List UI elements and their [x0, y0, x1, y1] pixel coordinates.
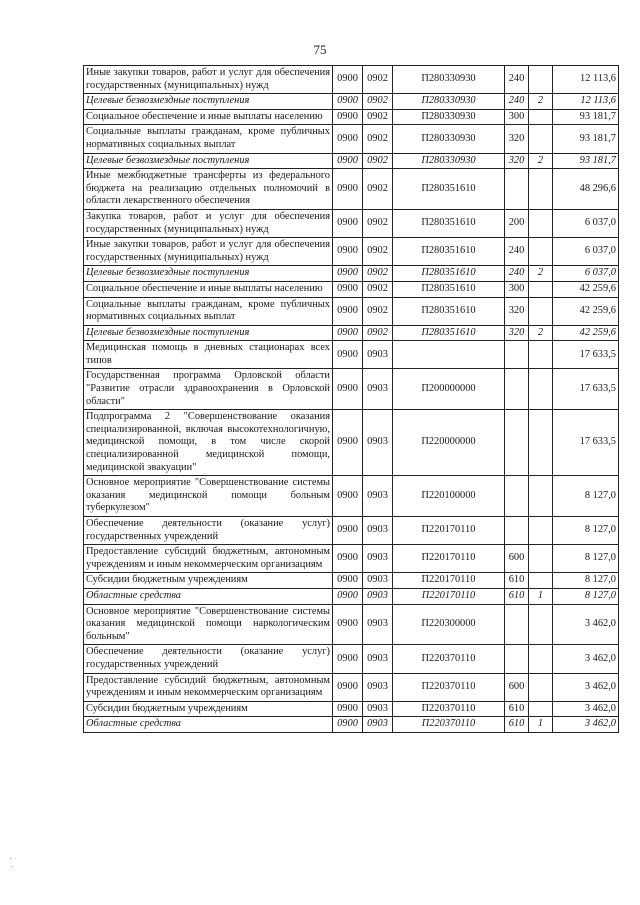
- table-row: [84, 476, 619, 517]
- row-vr-code-cell: [505, 604, 529, 645]
- row-cs-code-cell: П280330930: [393, 94, 505, 110]
- row-vr-code-cell: 320: [505, 153, 529, 169]
- row-gr-code-cell: 0900: [333, 369, 363, 410]
- row-vr-code-cell: 240: [505, 66, 529, 94]
- row-amount-cell: 8 127,0: [553, 545, 619, 573]
- scan-speck: [10, 858, 11, 859]
- row-cs-code-cell: П220000000: [393, 410, 505, 476]
- row-source-code-cell: 2: [529, 325, 553, 341]
- row-pr-code-cell: 0902: [363, 109, 393, 125]
- table-row: [84, 604, 619, 645]
- row-cs-code-cell: П280351610: [393, 281, 505, 297]
- row-vr-code-cell: 600: [505, 673, 529, 701]
- table-row: [84, 588, 619, 604]
- page-number: 75: [313, 42, 327, 57]
- row-cs-code-cell: П280351610: [393, 209, 505, 237]
- row-gr-code-cell: 0900: [333, 573, 363, 589]
- row-name-cell: Социальное обеспечение и иные выплаты населению: [84, 109, 333, 125]
- row-name-cell: Целевые безвозмездные поступления: [84, 94, 333, 110]
- row-cs-code-cell: П220370110: [393, 673, 505, 701]
- row-pr-code-cell: 0902: [363, 297, 393, 325]
- row-source-code-cell: [529, 673, 553, 701]
- table-row: [84, 645, 619, 673]
- row-name-cell: Предоставление субсидий бюджетным, автономным учреждениям и иным некоммерческим организациям: [84, 545, 333, 573]
- row-vr-code-cell: 300: [505, 281, 529, 297]
- row-vr-code-cell: 320: [505, 297, 529, 325]
- row-pr-code-cell: 0902: [363, 169, 393, 210]
- row-cs-code-cell: П280351610: [393, 266, 505, 282]
- row-cs-code-cell: П280351610: [393, 325, 505, 341]
- row-amount-cell: 12 113,6: [553, 66, 619, 94]
- row-name-cell: Целевые безвозмездные поступления: [84, 266, 333, 282]
- row-source-code-cell: 1: [529, 717, 553, 733]
- row-amount-cell: 8 127,0: [553, 588, 619, 604]
- row-name-cell: Социальные выплаты гражданам, кроме публичных нормативных социальных выплат: [84, 125, 333, 153]
- row-pr-code-cell: 0903: [363, 545, 393, 573]
- row-cs-code-cell: П220170110: [393, 517, 505, 545]
- row-name-cell: Иные межбюджетные трансферты из федерального бюджета на реализацию отдельных полномочий в области лекарственного обеспечения: [84, 169, 333, 210]
- table-row: [84, 369, 619, 410]
- row-source-code-cell: [529, 701, 553, 717]
- row-name-cell: Основное мероприятие "Совершенствование системы оказания медицинской помощи больным туберкулезом": [84, 476, 333, 517]
- table-row: [84, 281, 619, 297]
- budget-table-body: [84, 66, 619, 733]
- row-pr-code-cell: 0903: [363, 517, 393, 545]
- row-pr-code-cell: 0903: [363, 604, 393, 645]
- table-row: [84, 238, 619, 266]
- row-vr-code-cell: [505, 410, 529, 476]
- row-cs-code-cell: П200000000: [393, 369, 505, 410]
- table-row: [84, 701, 619, 717]
- row-vr-code-cell: [505, 369, 529, 410]
- row-amount-cell: 93 181,7: [553, 109, 619, 125]
- row-amount-cell: 17 633,5: [553, 369, 619, 410]
- row-source-code-cell: [529, 66, 553, 94]
- row-cs-code-cell: П280351610: [393, 297, 505, 325]
- row-pr-code-cell: 0903: [363, 476, 393, 517]
- row-name-cell: Социальные выплаты гражданам, кроме публичных нормативных социальных выплат: [84, 297, 333, 325]
- row-source-code-cell: 2: [529, 153, 553, 169]
- row-cs-code-cell: П280330930: [393, 66, 505, 94]
- row-gr-code-cell: 0900: [333, 545, 363, 573]
- row-pr-code-cell: 0902: [363, 153, 393, 169]
- row-cs-code-cell: П280330930: [393, 153, 505, 169]
- row-amount-cell: 8 127,0: [553, 476, 619, 517]
- row-gr-code-cell: 0900: [333, 297, 363, 325]
- row-gr-code-cell: 0900: [333, 588, 363, 604]
- row-gr-code-cell: 0900: [333, 169, 363, 210]
- table-row: [84, 517, 619, 545]
- row-gr-code-cell: 0900: [333, 109, 363, 125]
- row-amount-cell: 6 037,0: [553, 266, 619, 282]
- row-vr-code-cell: [505, 476, 529, 517]
- row-pr-code-cell: 0902: [363, 125, 393, 153]
- row-name-cell: Подпрограмма 2 "Совершенствование оказания специализированной, включая высокотехнологичную, медицинской помощи, в том числе скорой специализированной медицинской помощи, медицинской эвакуации": [84, 410, 333, 476]
- row-vr-code-cell: 240: [505, 238, 529, 266]
- row-gr-code-cell: 0900: [333, 673, 363, 701]
- row-vr-code-cell: 300: [505, 109, 529, 125]
- row-source-code-cell: [529, 297, 553, 325]
- row-pr-code-cell: 0903: [363, 341, 393, 369]
- row-pr-code-cell: 0903: [363, 701, 393, 717]
- row-amount-cell: 6 037,0: [553, 238, 619, 266]
- row-source-code-cell: [529, 604, 553, 645]
- row-amount-cell: 17 633,5: [553, 341, 619, 369]
- row-gr-code-cell: 0900: [333, 341, 363, 369]
- row-gr-code-cell: 0900: [333, 517, 363, 545]
- row-cs-code-cell: П220370110: [393, 645, 505, 673]
- row-source-code-cell: [529, 341, 553, 369]
- row-name-cell: Государственная программа Орловской области "Развитие отрасли здравоохранения в Орловской области": [84, 369, 333, 410]
- row-amount-cell: 3 462,0: [553, 645, 619, 673]
- row-amount-cell: 42 259,6: [553, 281, 619, 297]
- row-pr-code-cell: 0902: [363, 325, 393, 341]
- row-source-code-cell: [529, 645, 553, 673]
- table-row: [84, 341, 619, 369]
- row-vr-code-cell: [505, 341, 529, 369]
- row-gr-code-cell: 0900: [333, 125, 363, 153]
- row-gr-code-cell: 0900: [333, 153, 363, 169]
- row-gr-code-cell: 0900: [333, 238, 363, 266]
- row-amount-cell: 3 462,0: [553, 701, 619, 717]
- row-name-cell: Иные закупки товаров, работ и услуг для обеспечения государственных (муниципальных) нужд: [84, 238, 333, 266]
- row-cs-code-cell: П220370110: [393, 717, 505, 733]
- row-pr-code-cell: 0903: [363, 717, 393, 733]
- row-pr-code-cell: 0902: [363, 281, 393, 297]
- row-vr-code-cell: 600: [505, 545, 529, 573]
- row-pr-code-cell: 0902: [363, 209, 393, 237]
- row-source-code-cell: 1: [529, 588, 553, 604]
- row-cs-code-cell: П220370110: [393, 701, 505, 717]
- row-amount-cell: 8 127,0: [553, 517, 619, 545]
- row-name-cell: Иные закупки товаров, работ и услуг для обеспечения государственных (муниципальных) нужд: [84, 66, 333, 94]
- row-pr-code-cell: 0902: [363, 94, 393, 110]
- row-gr-code-cell: 0900: [333, 476, 363, 517]
- row-vr-code-cell: 610: [505, 701, 529, 717]
- table-row: [84, 125, 619, 153]
- row-gr-code-cell: 0900: [333, 645, 363, 673]
- table-row: [84, 325, 619, 341]
- row-source-code-cell: [529, 573, 553, 589]
- table-row: [84, 297, 619, 325]
- row-pr-code-cell: 0902: [363, 66, 393, 94]
- table-row: [84, 673, 619, 701]
- row-pr-code-cell: 0902: [363, 266, 393, 282]
- row-cs-code-cell: П280330930: [393, 109, 505, 125]
- row-source-code-cell: [529, 238, 553, 266]
- row-name-cell: Областные средства: [84, 588, 333, 604]
- row-vr-code-cell: [505, 645, 529, 673]
- row-name-cell: Предоставление субсидий бюджетным, автономным учреждениям и иным некоммерческим организациям: [84, 673, 333, 701]
- table-row: [84, 169, 619, 210]
- row-source-code-cell: [529, 109, 553, 125]
- row-cs-code-cell: П220170110: [393, 588, 505, 604]
- row-gr-code-cell: 0900: [333, 209, 363, 237]
- row-name-cell: Субсидии бюджетным учреждениям: [84, 701, 333, 717]
- row-amount-cell: 48 296,6: [553, 169, 619, 210]
- row-amount-cell: 6 037,0: [553, 209, 619, 237]
- row-pr-code-cell: 0903: [363, 588, 393, 604]
- row-source-code-cell: [529, 410, 553, 476]
- row-name-cell: Закупка товаров, работ и услуг для обеспечения государственных (муниципальных) нужд: [84, 209, 333, 237]
- row-amount-cell: 8 127,0: [553, 573, 619, 589]
- row-pr-code-cell: 0903: [363, 369, 393, 410]
- row-gr-code-cell: 0900: [333, 701, 363, 717]
- row-name-cell: Обеспечение деятельности (оказание услуг) государственных учреждений: [84, 517, 333, 545]
- row-name-cell: Медицинская помощь в дневных стационарах всех типов: [84, 341, 333, 369]
- row-name-cell: Основное мероприятие "Совершенствование системы оказания медицинской помощи наркологическим больным": [84, 604, 333, 645]
- row-vr-code-cell: 240: [505, 94, 529, 110]
- row-source-code-cell: [529, 369, 553, 410]
- row-pr-code-cell: 0902: [363, 238, 393, 266]
- row-amount-cell: 17 633,5: [553, 410, 619, 476]
- row-gr-code-cell: 0900: [333, 410, 363, 476]
- row-vr-code-cell: [505, 517, 529, 545]
- row-source-code-cell: [529, 545, 553, 573]
- row-gr-code-cell: 0900: [333, 325, 363, 341]
- table-row: [84, 209, 619, 237]
- row-cs-code-cell: П280351610: [393, 238, 505, 266]
- row-amount-cell: 3 462,0: [553, 673, 619, 701]
- row-pr-code-cell: 0903: [363, 645, 393, 673]
- scan-speck: [11, 866, 12, 867]
- row-source-code-cell: [529, 209, 553, 237]
- row-amount-cell: 93 181,7: [553, 153, 619, 169]
- row-vr-code-cell: 610: [505, 588, 529, 604]
- row-name-cell: Субсидии бюджетным учреждениям: [84, 573, 333, 589]
- row-cs-code-cell: П220170110: [393, 573, 505, 589]
- row-cs-code-cell: П280330930: [393, 125, 505, 153]
- row-name-cell: Областные средства: [84, 717, 333, 733]
- row-source-code-cell: [529, 476, 553, 517]
- row-vr-code-cell: 610: [505, 717, 529, 733]
- row-source-code-cell: [529, 517, 553, 545]
- row-pr-code-cell: 0903: [363, 573, 393, 589]
- row-gr-code-cell: 0900: [333, 604, 363, 645]
- row-vr-code-cell: 240: [505, 266, 529, 282]
- row-name-cell: Социальное обеспечение и иные выплаты населению: [84, 281, 333, 297]
- row-amount-cell: 3 462,0: [553, 717, 619, 733]
- table-row: [84, 573, 619, 589]
- row-gr-code-cell: 0900: [333, 281, 363, 297]
- row-gr-code-cell: 0900: [333, 717, 363, 733]
- row-source-code-cell: [529, 281, 553, 297]
- row-source-code-cell: 2: [529, 266, 553, 282]
- row-source-code-cell: [529, 125, 553, 153]
- row-name-cell: Целевые безвозмездные поступления: [84, 153, 333, 169]
- row-vr-code-cell: 320: [505, 325, 529, 341]
- row-cs-code-cell: П220300000: [393, 604, 505, 645]
- row-source-code-cell: 2: [529, 94, 553, 110]
- table-row: [84, 109, 619, 125]
- row-vr-code-cell: 610: [505, 573, 529, 589]
- budget-table: [83, 65, 619, 733]
- row-vr-code-cell: [505, 169, 529, 210]
- row-amount-cell: 12 113,6: [553, 94, 619, 110]
- row-pr-code-cell: 0903: [363, 673, 393, 701]
- row-amount-cell: 42 259,6: [553, 297, 619, 325]
- row-source-code-cell: [529, 169, 553, 210]
- row-vr-code-cell: 200: [505, 209, 529, 237]
- row-cs-code-cell: П220100000: [393, 476, 505, 517]
- row-gr-code-cell: 0900: [333, 66, 363, 94]
- row-gr-code-cell: 0900: [333, 266, 363, 282]
- row-cs-code-cell: [393, 341, 505, 369]
- table-row: [84, 410, 619, 476]
- table-row: [84, 545, 619, 573]
- table-row: [84, 94, 619, 110]
- row-amount-cell: 3 462,0: [553, 604, 619, 645]
- row-name-cell: Обеспечение деятельности (оказание услуг) государственных учреждений: [84, 645, 333, 673]
- row-vr-code-cell: 320: [505, 125, 529, 153]
- row-amount-cell: 42 259,6: [553, 325, 619, 341]
- table-row: [84, 66, 619, 94]
- row-name-cell: Целевые безвозмездные поступления: [84, 325, 333, 341]
- table-row: [84, 717, 619, 733]
- table-row: [84, 153, 619, 169]
- row-cs-code-cell: П280351610: [393, 169, 505, 210]
- row-pr-code-cell: 0903: [363, 410, 393, 476]
- row-cs-code-cell: П220170110: [393, 545, 505, 573]
- row-gr-code-cell: 0900: [333, 94, 363, 110]
- table-row: [84, 266, 619, 282]
- row-amount-cell: 93 181,7: [553, 125, 619, 153]
